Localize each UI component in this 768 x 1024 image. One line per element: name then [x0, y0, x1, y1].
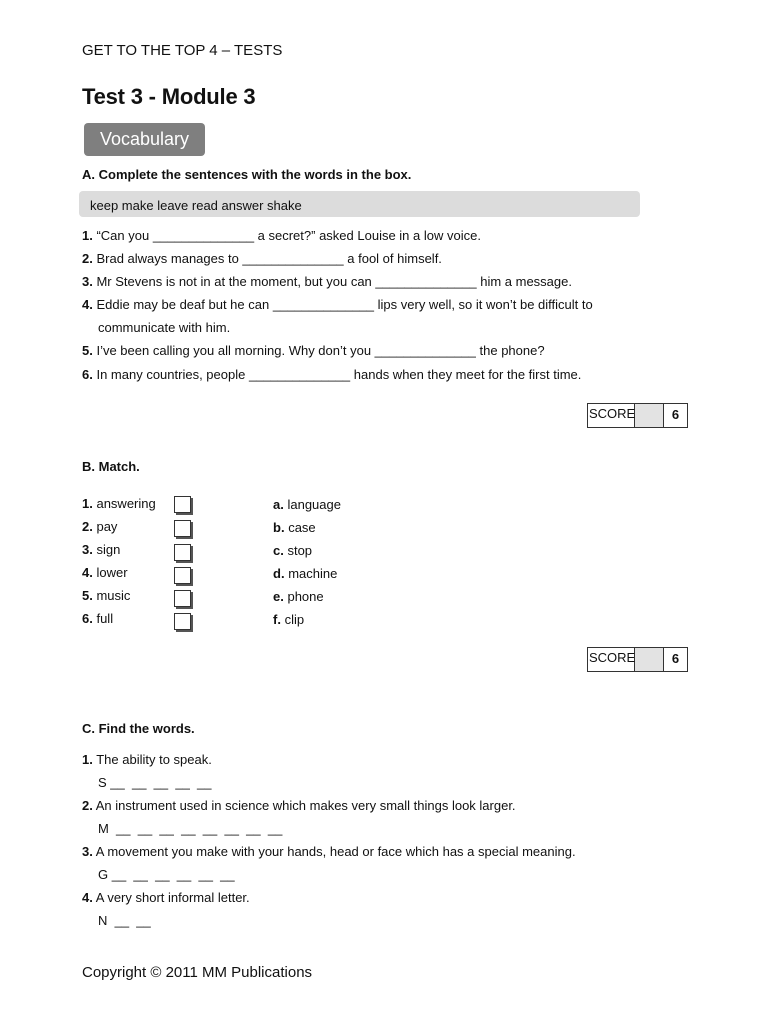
- score-total: 6: [671, 651, 680, 666]
- match-left-3: 3. sign: [82, 542, 121, 557]
- match-left-5: 5. music: [82, 588, 131, 603]
- section-c-heading: C. Find the words.: [82, 721, 195, 736]
- section-a-item-5: [82, 343, 545, 358]
- score-label: SCORE: [588, 648, 635, 671]
- section-b-score-box: [587, 647, 688, 672]
- match-right-d: d. machine: [273, 566, 338, 581]
- answer-checkbox-5[interactable]: [174, 590, 191, 607]
- item-number: 6.: [82, 367, 93, 382]
- section-c-clue-4: 4. A very short informal letter.: [82, 890, 250, 905]
- item-text: “Can you ______________ a secret?” asked Louise in a low voice.: [96, 228, 481, 243]
- answer-checkbox-2[interactable]: [174, 520, 191, 537]
- section-a-item-4: [82, 297, 593, 312]
- score-label: SCORE: [588, 404, 635, 427]
- series-title: GET TO THE TOP 4 – TESTS: [82, 42, 283, 59]
- section-a-score-box: [587, 403, 688, 428]
- section-c-answer-2[interactable]: M __ __ __ __ __ __ __ __: [98, 821, 283, 836]
- word-box: keep make leave read answer shake: [79, 191, 640, 217]
- item-number: 1.: [82, 228, 93, 243]
- match-right-b: b. case: [273, 520, 316, 535]
- section-a-item-2: [82, 251, 442, 266]
- section-c-answer-4[interactable]: N __ __: [98, 913, 151, 928]
- page-title: Test 3 - Module 3: [82, 84, 256, 109]
- answer-checkbox-3[interactable]: [174, 544, 191, 561]
- item-number: 2.: [82, 251, 93, 266]
- section-a-item-1: [82, 228, 481, 243]
- item-text: Mr Stevens is not in at the moment, but you can ______________ him a message.: [96, 274, 572, 289]
- section-a-item-4-continued: communicate with him.: [98, 320, 231, 335]
- match-right-a: a. language: [273, 497, 341, 512]
- section-b-heading: B. Match.: [82, 459, 140, 474]
- section-c-clue-3: 3. A movement you make with your hands, head or face which has a special meaning.: [82, 844, 576, 859]
- section-pill-vocabulary: Vocabulary: [84, 123, 205, 156]
- item-number: 5.: [82, 343, 93, 358]
- match-left-2: 2. pay: [82, 519, 118, 534]
- item-number: 3.: [82, 274, 93, 289]
- section-c-answer-1[interactable]: S __ __ __ __ __: [98, 775, 212, 790]
- item-text: Brad always manages to ______________ a fool of himself.: [96, 251, 442, 266]
- match-right-e: e. phone: [273, 589, 324, 604]
- answer-checkbox-1[interactable]: [174, 496, 191, 513]
- score-total: 6: [671, 407, 680, 422]
- section-a-heading: A. Complete the sentences with the words in the box.: [82, 167, 412, 182]
- match-left-1: 1. answering: [82, 496, 156, 511]
- answer-checkbox-4[interactable]: [174, 567, 191, 584]
- match-left-4: 4. lower: [82, 565, 128, 580]
- section-a-item-6: [82, 367, 581, 382]
- score-entry[interactable]: [635, 404, 664, 427]
- answer-checkbox-6[interactable]: [174, 613, 191, 630]
- item-number: 4.: [82, 297, 93, 312]
- section-c-clue-1: 1. The ability to speak.: [82, 752, 212, 767]
- match-right-c: c. stop: [273, 543, 313, 558]
- match-left-6: 6. full: [82, 611, 114, 626]
- copyright: Copyright © 2011 MM Publications: [82, 964, 313, 981]
- section-c-clue-2: 2. An instrument used in science which makes very small things look larger.: [82, 798, 516, 813]
- score-entry[interactable]: [635, 648, 664, 671]
- section-c-answer-3[interactable]: G __ __ __ __ __ __: [98, 867, 235, 882]
- item-text: Eddie may be deaf but he can ______________ lips very well, so it won’t be difficult to: [96, 297, 593, 312]
- item-text: I’ve been calling you all morning. Why don’t you ______________ the phone?: [96, 343, 545, 358]
- item-text: In many countries, people ______________ hands when they meet for the first time.: [96, 367, 582, 382]
- match-right-f: f. clip: [273, 612, 305, 627]
- section-a-item-3: [82, 274, 572, 289]
